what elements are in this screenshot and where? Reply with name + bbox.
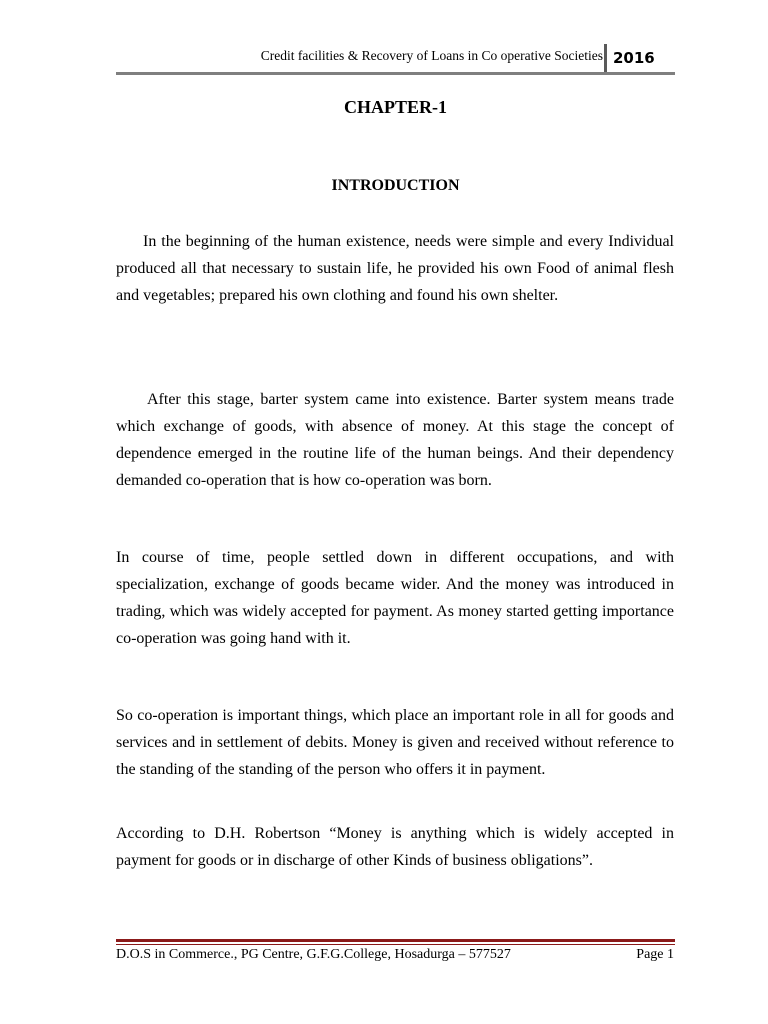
header-title: Credit facilities & Recovery of Loans in Co operative Societies [260, 48, 603, 63]
paragraph-3: In course of time, people settled down in different occupations, and with specialization, exchange of goods became wider. And the money was introduced in trading, which was widely accepted for payment. As money started getting importance co-operation was going hand with it. [116, 549, 674, 647]
footer-rule-thick [116, 939, 675, 942]
chapter-title: CHAPTER-1 [344, 97, 447, 117]
paragraph-4: So co-operation is important things, which place an important role in all for goods and services and in settlement of debits. Money is given and received without reference to the standing of the standing of the person who offers it in payment. [116, 707, 674, 778]
paragraph-1: In the beginning of the human existence, needs were simple and every Individual produced all that necessary to sustain life, he provided his own Food of animal flesh and vegetables; prepared his own clothing and found his own shelter. [116, 233, 674, 304]
header-rule [116, 72, 675, 75]
header-divider [604, 44, 607, 72]
page-header [116, 44, 675, 74]
paragraph-5: According to D.H. Robertson “Money is anything which is widely accepted in payment for goods or in discharge of other Kinds of business obligations”. [116, 825, 674, 869]
section-title: INTRODUCTION [331, 177, 460, 194]
page-number: Page 1 [636, 947, 674, 962]
paragraph-2: After this stage, barter system came into existence. Barter system means trade which exchange of goods, with absence of money. At this stage the concept of dependence emerged in the routine life of the human beings. And their dependency demanded co-operation that is how co-operation was born. [116, 391, 674, 489]
footer-institution: D.O.S in Commerce., PG Centre, G.F.G.College, Hosadurga – 577527 [116, 947, 511, 962]
footer-rule-thin [116, 944, 675, 945]
header-year: 2016 [613, 49, 655, 67]
